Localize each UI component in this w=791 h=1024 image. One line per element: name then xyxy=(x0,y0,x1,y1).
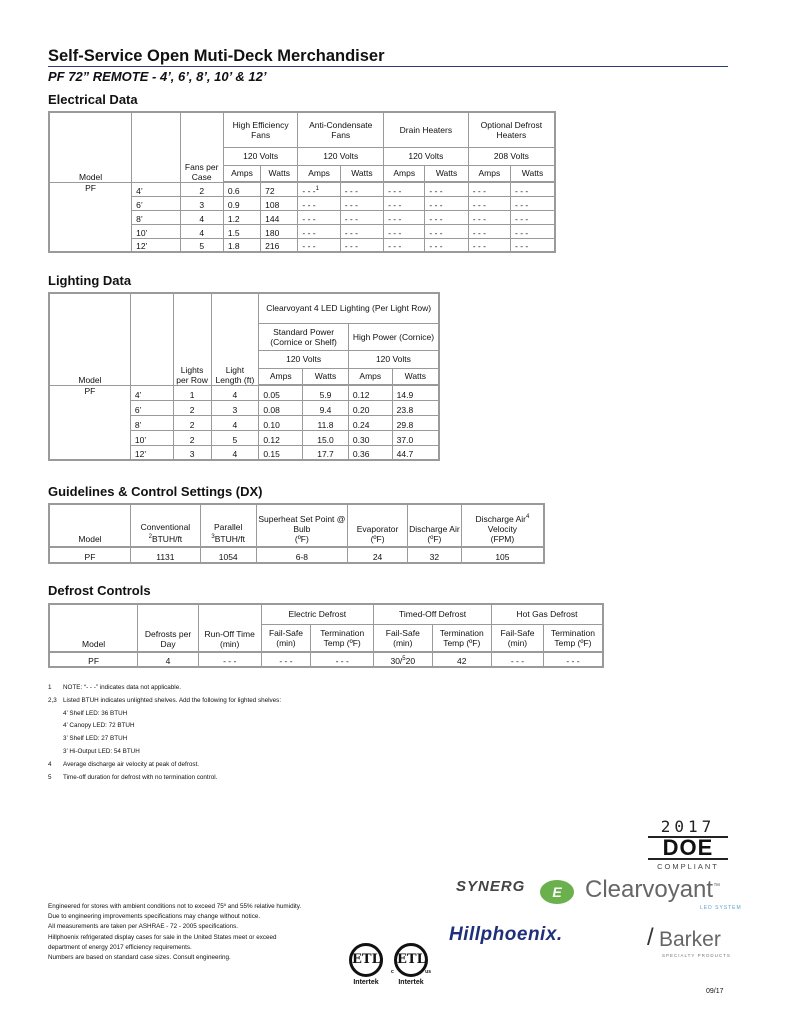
superheat-header xyxy=(256,504,348,547)
timed-termination-cell: 42 xyxy=(432,652,492,667)
note-number: 1 xyxy=(48,684,52,691)
logo-divider: / xyxy=(647,924,654,951)
note-number: 2,3 xyxy=(48,696,57,704)
note-number: 4 xyxy=(48,760,52,768)
title-rule xyxy=(48,66,728,67)
not-applicable-cell: - - - xyxy=(468,210,510,224)
synerg-logo: SYNERG xyxy=(456,878,526,895)
lights-cell: 2 xyxy=(173,415,211,430)
etl-mark-logo xyxy=(346,943,386,986)
clearvoyant-text: Clearvoyant xyxy=(585,876,714,903)
light-length-header: Light Length (ft) xyxy=(211,293,259,385)
std-amps-cell: 0.15 xyxy=(259,445,303,460)
defrost-table xyxy=(48,603,604,668)
note-item xyxy=(48,772,281,785)
clearvoyant-logo xyxy=(585,876,720,904)
lighting-heading: Lighting Data xyxy=(48,273,132,288)
length-cell: 5 xyxy=(211,430,259,445)
length-cell: 4 xyxy=(211,415,259,430)
etl-icon: ETL xyxy=(394,943,428,977)
doe-compliant-logo xyxy=(648,817,728,871)
parallel-label: Parallel xyxy=(214,522,243,533)
note-number: 5 xyxy=(48,773,52,781)
not-applicable-cell: - - - xyxy=(425,196,468,210)
fans-cell: 4 xyxy=(180,210,223,224)
note-item xyxy=(48,746,281,759)
not-applicable-cell: - - - xyxy=(511,210,555,224)
high-amps-cell: 0.12 xyxy=(348,385,392,400)
high-watts-cell: 29.8 xyxy=(392,415,439,430)
amps-cell: 0.9 xyxy=(223,196,260,210)
intertek-label: Intertek xyxy=(353,979,379,986)
not-applicable-cell: - - - xyxy=(340,196,383,210)
guidelines-heading: Guidelines & Control Settings (DX) xyxy=(48,484,263,499)
footnote-mark: 2 xyxy=(148,534,152,541)
length-cell: 3 xyxy=(211,400,259,415)
length-cell: 4 xyxy=(211,445,259,460)
not-applicable-cell: - - - xyxy=(511,224,555,238)
amps-header: Amps xyxy=(384,165,425,182)
std-amps-cell: 0.12 xyxy=(259,430,303,445)
footnote-mark: 3 xyxy=(211,534,215,541)
model-cell: PF xyxy=(49,652,138,667)
voltage-label: 120 Volts xyxy=(298,147,384,165)
run-off-cell: - - - xyxy=(198,652,261,667)
not-applicable-cell: - - - xyxy=(384,196,425,210)
watts-cell: 72 xyxy=(261,182,298,196)
footer-line: department of energy 2017 efficiency requirements. xyxy=(48,943,192,951)
watts-header: Watts xyxy=(303,368,349,385)
not-applicable-cell: - - - xyxy=(384,238,425,252)
amps-header: Amps xyxy=(348,368,392,385)
amps-header: Amps xyxy=(223,165,260,182)
velocity-cell: 105 xyxy=(461,547,544,563)
not-applicable-cell: - - - xyxy=(511,196,555,210)
lighting-size-header xyxy=(130,293,173,385)
lights-cell: 3 xyxy=(173,445,211,460)
barker-subtitle: SPECIALTY PRODUCTS xyxy=(662,953,731,958)
note-item xyxy=(48,720,281,733)
etl-us-mark: us xyxy=(425,969,431,975)
electrical-table xyxy=(48,111,556,253)
model-cell: PF xyxy=(49,182,132,252)
etl-icon: ETL xyxy=(349,943,383,977)
etl-c-us-logo xyxy=(391,943,431,986)
size-cell: 8’ xyxy=(130,415,173,430)
timed-off-defrost-header: Timed-Off Defrost xyxy=(374,604,492,624)
evaporator-unit: (ºF) xyxy=(370,534,385,544)
amps-header: Amps xyxy=(259,368,303,385)
termination-header: Termination Temp (ºF) xyxy=(432,624,492,652)
note-item xyxy=(48,759,281,772)
fans-cell: 2 xyxy=(180,182,223,196)
defrost-heaters-header: Optional Defrost Heaters xyxy=(468,112,555,147)
watts-header: Watts xyxy=(261,165,298,182)
trademark: ™ xyxy=(713,883,721,890)
intertek-label: Intertek xyxy=(398,979,424,986)
length-cell: 4 xyxy=(211,385,259,400)
not-applicable-cell: - - - xyxy=(384,210,425,224)
lighting-table xyxy=(48,292,440,461)
std-amps-cell: 0.05 xyxy=(259,385,303,400)
not-applicable-cell: - - - xyxy=(425,210,468,224)
defrosts-per-day-header: Defrosts per Day xyxy=(138,604,199,652)
hot-gas-termination-cell: - - - xyxy=(543,652,603,667)
hot-gas-fail-safe-cell: - - - xyxy=(492,652,544,667)
not-applicable-cell: - - - xyxy=(425,238,468,252)
size-cell: 12’ xyxy=(130,445,173,460)
watts-header: Watts xyxy=(425,165,468,182)
clearvoyant-subtitle: LED SYSTEM xyxy=(700,905,742,911)
parallel-header xyxy=(200,504,256,547)
footer-line: Numbers are based on standard case sizes. Consult engineering. xyxy=(48,954,231,962)
fail-safe-header: Fail-Safe (min) xyxy=(492,624,544,652)
not-applicable-cell: - - - xyxy=(468,238,510,252)
velocity-label-2: Velocity xyxy=(487,524,518,534)
label: Discharge Air xyxy=(475,514,527,524)
high-watts-cell: 37.0 xyxy=(392,430,439,445)
evaporator-label: Evaporator xyxy=(356,524,399,534)
evaporator-header xyxy=(348,504,408,547)
high-amps-cell: 0.36 xyxy=(348,445,392,460)
amps-header: Amps xyxy=(468,165,510,182)
voltage-label: 120 Volts xyxy=(223,147,298,165)
fans-cell: 5 xyxy=(180,238,223,252)
not-applicable-cell: - - - xyxy=(298,196,340,210)
unit: BTUH/ft xyxy=(214,534,245,544)
watts-cell: 144 xyxy=(261,210,298,224)
watts-header: Watts xyxy=(511,165,555,182)
not-applicable-cell: - - - xyxy=(511,238,555,252)
size-cell: 12’ xyxy=(132,238,180,252)
size-cell: 6’ xyxy=(132,196,180,210)
lights-cell: 2 xyxy=(173,430,211,445)
superheat-label: Superheat Set Point @ Bulb xyxy=(258,514,346,534)
std-watts-cell: 9.4 xyxy=(303,400,349,415)
not-applicable-cell: - - - xyxy=(298,224,340,238)
parallel-unit xyxy=(202,532,255,544)
notes xyxy=(48,682,281,784)
note-item xyxy=(48,695,281,708)
note-text: Time-off duration for defrost with no termination control. xyxy=(63,773,218,781)
discharge-air-header xyxy=(407,504,461,547)
not-applicable-cell: - - - xyxy=(384,182,425,196)
watts-header: Watts xyxy=(340,165,383,182)
not-applicable-cell: - - - xyxy=(425,224,468,238)
watts-cell: 216 xyxy=(261,238,298,252)
high-amps-cell: 0.20 xyxy=(348,400,392,415)
size-cell: 4’ xyxy=(130,385,173,400)
dash: - - - xyxy=(302,185,316,196)
velocity-header xyxy=(461,504,544,547)
run-off-header: Run-Off Time (min) xyxy=(198,604,261,652)
high-power-header: High Power (Cornice) xyxy=(348,323,439,350)
not-applicable-cell: - - - xyxy=(425,182,468,196)
unit: BTUH/ft xyxy=(151,534,183,544)
conventional-label: Conventional xyxy=(140,522,191,533)
discharge-air-unit: (ºF) xyxy=(427,534,442,544)
not-applicable-cell: - - - xyxy=(468,224,510,238)
per-day-cell: 4 xyxy=(138,652,199,667)
fans-cell: 4 xyxy=(180,224,223,238)
high-amps-cell: 0.30 xyxy=(348,430,392,445)
defrost-model-header: Model xyxy=(49,604,138,652)
velocity-label xyxy=(463,512,542,524)
watts-cell: 180 xyxy=(261,224,298,238)
electric-fail-safe-cell: - - - xyxy=(261,652,311,667)
high-watts-cell: 44.7 xyxy=(392,445,439,460)
discharge-air-cell: 32 xyxy=(407,547,461,563)
electrical-model-header: Model xyxy=(49,112,132,182)
note-text: 3’ Hi-Output LED: 54 BTUH xyxy=(63,747,140,755)
drain-heaters-header: Drain Heaters xyxy=(384,112,469,147)
value: 30/ xyxy=(390,656,403,666)
velocity-unit: (FPM) xyxy=(490,534,515,544)
amps-header: Amps xyxy=(298,165,340,182)
amps-cell: 0.6 xyxy=(223,182,260,196)
not-applicable-cell: - - - xyxy=(340,210,383,224)
anti-condensate-header: Anti-Condensate Fans xyxy=(298,112,384,147)
size-cell: 10’ xyxy=(132,224,180,238)
fans-per-case-header: Fans per Case xyxy=(180,112,223,182)
std-watts-cell: 11.8 xyxy=(303,415,349,430)
lights-cell: 2 xyxy=(173,400,211,415)
defrost-heading: Defrost Controls xyxy=(48,583,151,598)
electrical-heading: Electrical Data xyxy=(48,92,138,107)
guidelines-model-header: Model xyxy=(49,504,130,547)
note-item xyxy=(48,708,281,721)
voltage-label: 120 Volts xyxy=(348,350,439,368)
he-fans-header: High Efficiency Fans xyxy=(223,112,298,147)
note-item xyxy=(48,682,281,695)
size-cell: 6’ xyxy=(130,400,173,415)
standard-power-header: Standard Power (Cornice or Shelf) xyxy=(259,323,349,350)
std-amps-cell: 0.10 xyxy=(259,415,303,430)
footnote-mark: 1 xyxy=(315,185,319,192)
conventional-unit xyxy=(132,532,199,544)
model-cell: PF xyxy=(49,547,130,563)
footer-line: Hillphoenix refrigerated display cases for sale in the United States meet or exceed xyxy=(48,933,277,941)
std-watts-cell: 15.0 xyxy=(303,430,349,445)
voltage-label: 120 Volts xyxy=(384,147,469,165)
size-cell: 8’ xyxy=(132,210,180,224)
not-applicable-cell xyxy=(298,182,340,196)
watts-header: Watts xyxy=(392,368,439,385)
high-watts-cell: 14.9 xyxy=(392,385,439,400)
conventional-header xyxy=(130,504,200,547)
note-text: Listed BTUH indicates unlighted shelves. Add the following for lighted shelves: xyxy=(63,696,282,704)
footnote-mark: 4 xyxy=(526,514,530,521)
size-cell: 10’ xyxy=(130,430,173,445)
footer-line: Engineered for stores with ambient conditions not to exceed 75º and 55% relative humidity. xyxy=(48,903,302,910)
hillphoenix-logo: Hillphoenix. xyxy=(449,924,563,945)
amps-cell: 1.5 xyxy=(223,224,260,238)
electrical-size-header xyxy=(132,112,180,182)
watts-cell: 108 xyxy=(261,196,298,210)
page-title: Self-Service Open Muti-Deck Merchandiser xyxy=(48,47,385,65)
discharge-air-label: Discharge Air xyxy=(409,524,460,534)
note-text: 4’ Canopy LED: 72 BTUH xyxy=(63,722,135,730)
not-applicable-cell: - - - xyxy=(298,210,340,224)
parallel-cell: 1054 xyxy=(200,547,256,563)
timed-fail-safe-cell xyxy=(374,652,432,667)
synerg-e-badge: E xyxy=(540,880,574,904)
superheat-unit: (ºF) xyxy=(294,534,309,544)
footer-disclaimer xyxy=(48,902,301,963)
revision-date: 09/17 xyxy=(706,988,724,995)
std-watts-cell: 5.9 xyxy=(303,385,349,400)
evaporator-cell: 24 xyxy=(348,547,408,563)
fail-safe-header: Fail-Safe (min) xyxy=(374,624,432,652)
conventional-cell: 1131 xyxy=(130,547,200,563)
etl-c-mark: c xyxy=(391,969,394,975)
lights-per-row-header: Lights per Row xyxy=(173,293,211,385)
not-applicable-cell: - - - xyxy=(384,224,425,238)
voltage-label: 120 Volts xyxy=(259,350,349,368)
doe-compliant-text: COMPLIANT xyxy=(657,862,719,871)
fail-safe-header: Fail-Safe (min) xyxy=(261,624,311,652)
note-text: 4’ Shelf LED: 36 BTUH xyxy=(63,709,128,717)
superheat-cell: 6-8 xyxy=(256,547,348,563)
std-watts-cell: 17.7 xyxy=(303,445,349,460)
voltage-label: 208 Volts xyxy=(468,147,555,165)
value: 20 xyxy=(405,656,416,666)
size-cell: 4’ xyxy=(132,182,180,196)
footer-line: All measurements are taken per ASHRAE - 72 - 2005 specifications. xyxy=(48,923,239,931)
high-watts-cell: 23.8 xyxy=(392,400,439,415)
electric-defrost-header: Electric Defrost xyxy=(261,604,374,624)
not-applicable-cell: - - - xyxy=(340,182,383,196)
doe-year: 2017 xyxy=(660,817,716,836)
model-cell: PF xyxy=(49,385,130,460)
termination-header: Termination Temp (ºF) xyxy=(543,624,603,652)
termination-header: Termination Temp (ºF) xyxy=(311,624,374,652)
footer-line: Due to engineering improvements specifications may change without notice. xyxy=(48,913,261,921)
note-text: Average discharge air velocity at peak of defrost. xyxy=(63,760,200,768)
note-item xyxy=(48,733,281,746)
not-applicable-cell: - - - xyxy=(468,182,510,196)
lighting-model-header: Model xyxy=(49,293,130,385)
not-applicable-cell: - - - xyxy=(340,238,383,252)
lights-cell: 1 xyxy=(173,385,211,400)
electric-termination-cell: - - - xyxy=(311,652,374,667)
not-applicable-cell: - - - xyxy=(340,224,383,238)
high-amps-cell: 0.24 xyxy=(348,415,392,430)
std-amps-cell: 0.08 xyxy=(259,400,303,415)
footnote-mark: 5 xyxy=(402,656,406,663)
guidelines-table xyxy=(48,503,545,564)
clearvoyant-header: Clearvoyant 4 LED Lighting (Per Light Row) xyxy=(259,293,439,323)
not-applicable-cell: - - - xyxy=(298,238,340,252)
hot-gas-defrost-header: Hot Gas Defrost xyxy=(492,604,604,624)
note-text: 3’ Shelf LED: 27 BTUH xyxy=(63,735,128,743)
barker-logo: Barker xyxy=(659,928,721,951)
amps-cell: 1.8 xyxy=(223,238,260,252)
doe-mark: DOE xyxy=(648,836,728,860)
page-subtitle: PF 72” REMOTE - 4’, 6’, 8’, 10’ & 12’ xyxy=(48,69,267,84)
not-applicable-cell: - - - xyxy=(468,196,510,210)
amps-cell: 1.2 xyxy=(223,210,260,224)
fans-cell: 3 xyxy=(180,196,223,210)
not-applicable-cell: - - - xyxy=(511,182,555,196)
note-text: NOTE: “- - -” indicates data not applicable. xyxy=(63,684,181,691)
